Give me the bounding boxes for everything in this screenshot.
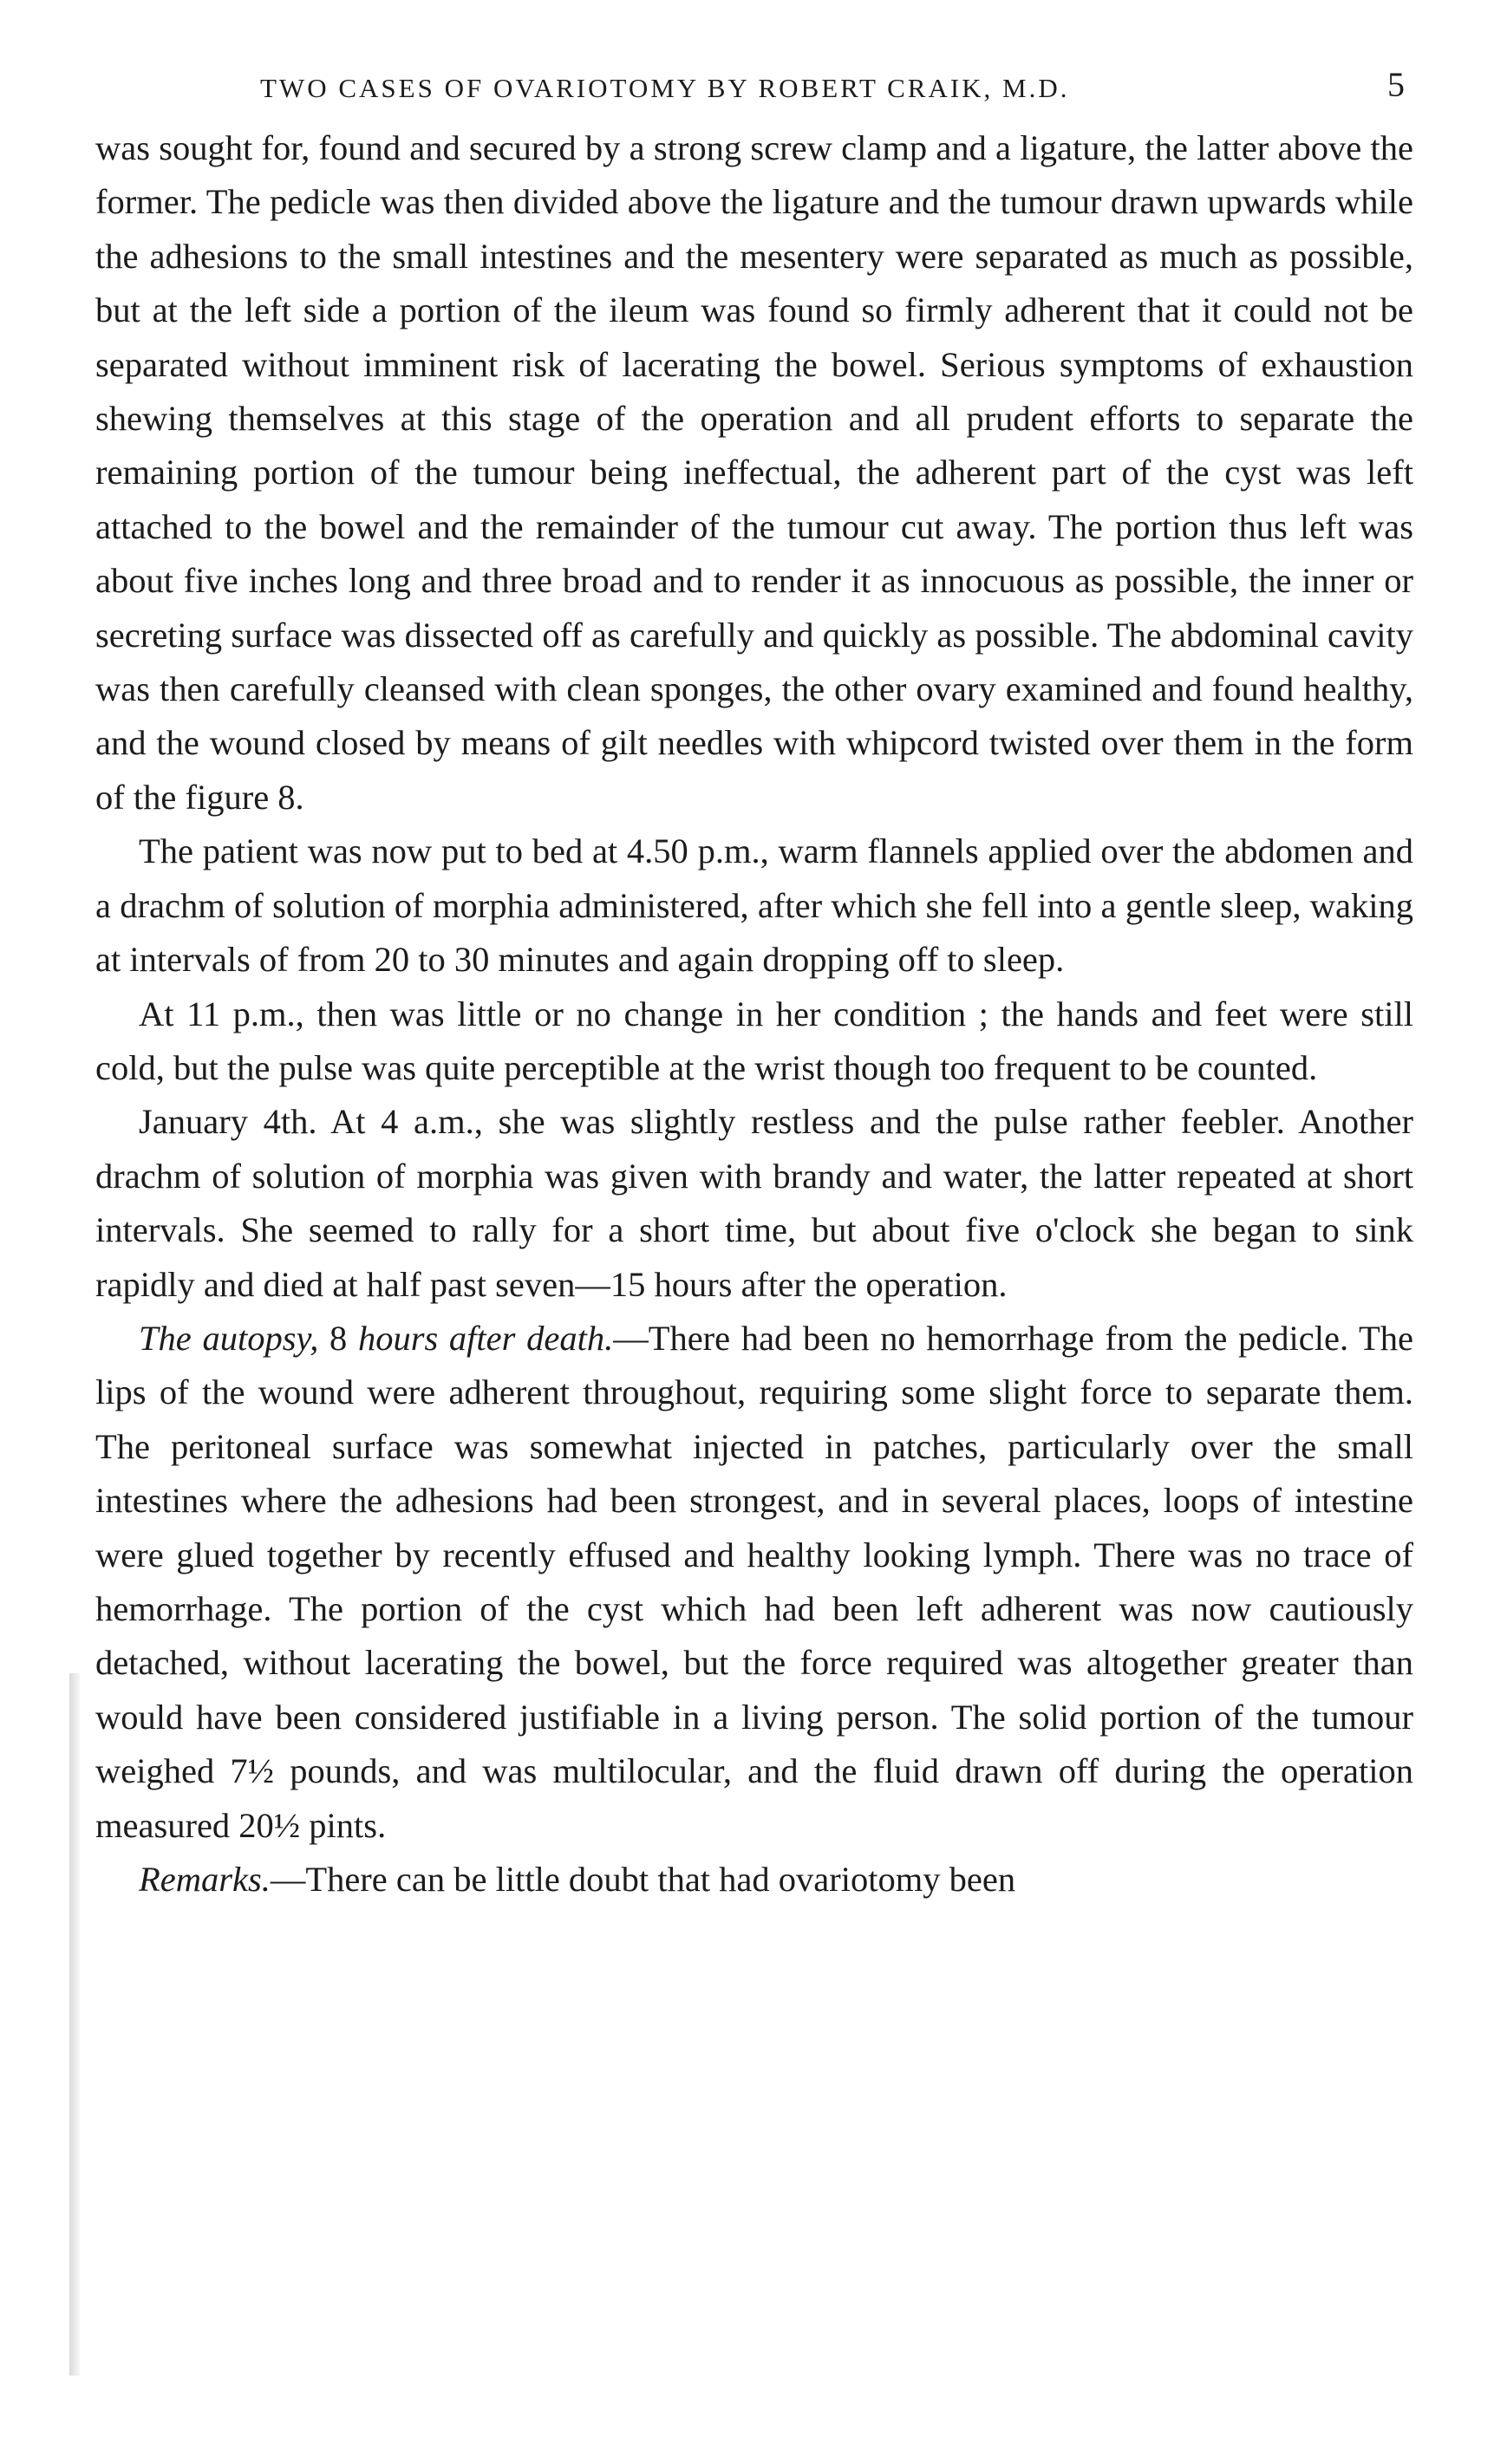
paragraph-remarks	[95, 1853, 1413, 1907]
autopsy-heading-tail: hours after death.	[357, 1318, 614, 1358]
document-page	[95, 52, 1413, 2428]
body-text	[95, 121, 1413, 1907]
paragraph-autopsy	[95, 1312, 1413, 1853]
page-number: 5	[1387, 65, 1405, 104]
paragraph-patient-to-bed: The patient was now put to bed at 4.50 p.m., warm flannels applied over the abdomen and a drachm of solution of morphia administered, after which she fell into a gentle sleep, waking at intervals of from 20 to 30 minutes and again dropping off to sleep.	[95, 831, 1413, 980]
running-title: TWO CASES OF OVARIOTOMY BY ROBERT CRAIK, M.D.	[260, 73, 1070, 103]
paragraph-continuation: was sought for, found and secured by a strong screw clamp and a ligature, the latter above the former. The pedicle was then divided above the ligature and the tumour drawn upwards while the adhesions to the small intestines and the mesentery were separated as much as possible, but at the left side a portion of the ileum was found so firmly adherent that it could not be separated without imminent risk of lacerating the bowel. Serious symptoms of exhaustion shewing themselves at this stage of the operation and all prudent efforts to separate the remaining portion of the tumour being ineffectual, the adherent part of the cyst was left attached to the bowel and the remainder of the tumour cut away. The portion thus left was about five inches long and three broad and to render it as innocuous as possible, the inner or secreting surface was dissected off as carefully and quickly as possible. The abdominal cavity was then carefully cleansed with clean sponges, the other ovary examined and found healthy, and the wound closed by means of gilt needles with whipcord twisted over them in the form of the figure 8.	[95, 128, 1413, 817]
paragraph-january-4th: January 4th. At 4 a.m., she was slightly restless and the pulse rather feebler. Another drachm of solution of morphia was given with brandy and water, the latter repeated at short intervals. She seemed to rally for a short time, but about five o'clock she began to sink rapidly and died at half past seven—15 hours after the operation.	[95, 1102, 1413, 1304]
running-header	[95, 52, 1413, 121]
paragraph-11pm: At 11 p.m., then was little or no change in her condition ; the hands and feet were still cold, but the pulse was quite perceptible at the wrist though too frequent to be counted.	[95, 994, 1413, 1087]
remarks-heading: Remarks.	[139, 1860, 271, 1899]
autopsy-heading-hours: 8	[318, 1318, 358, 1358]
autopsy-heading: The autopsy,	[139, 1318, 319, 1358]
remarks-body: —There can be little doubt that had ovariotomy been	[270, 1860, 1016, 1899]
autopsy-body: —There had been no hemorrhage from the pedicle. The lips of the wound were adherent throughout, requiring some slight force to separate them. The peritoneal surface was somewhat injected in patches, particularly over the small intestines where the adhesions had been strongest, and in several places, loops of intestine were glued together by recently effused and healthy looking lymph. There was no trace of hemorrhage. The portion of the cyst which had been left adherent was now cautiously detached, without lacerating the bowel, but the force required was altogether greater than would have been considered justifiable in a living person. The solid portion of the tumour weighed 7½ pounds, and was multilocular, and the fluid drawn off during the operation measured 20½ pints.	[95, 1318, 1413, 1845]
scan-binding-shadow	[69, 1673, 80, 2376]
